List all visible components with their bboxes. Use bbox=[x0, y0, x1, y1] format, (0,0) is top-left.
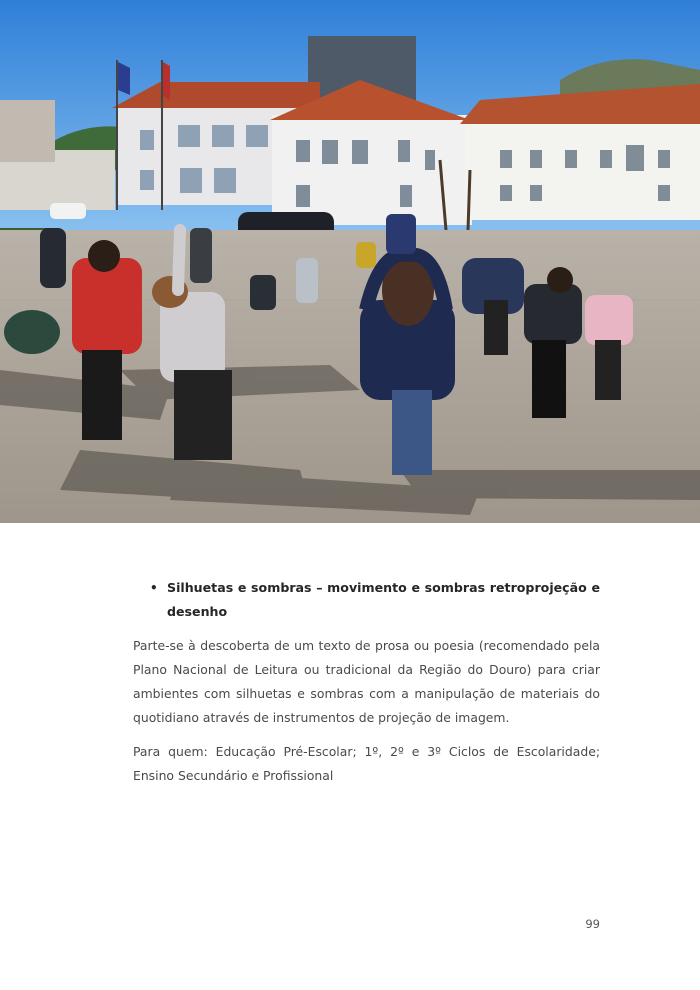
page-number: 99 bbox=[585, 917, 600, 931]
bullet-marker: • bbox=[150, 581, 158, 595]
paragraph-description: Parte-se à descoberta de um texto de prosa ou poesia (recomendado pela Plano Nacional de Leitura ou tradicional da Região do Douro) para criar ambientes com silhuetas e sombras com a manipulação de materiais do quotidiano através de instrumentos de projeção de imagem. bbox=[133, 638, 600, 725]
bullet-item bbox=[150, 576, 600, 624]
paragraph-audience: Para quem: Educação Pré-Escolar; 1º, 2º e 3º Ciclos de Escolaridade; Ensino Secundário e Profissional bbox=[133, 744, 600, 783]
bullet-heading: Silhuetas e sombras – movimento e sombras retroprojeção e desenho bbox=[167, 580, 600, 619]
